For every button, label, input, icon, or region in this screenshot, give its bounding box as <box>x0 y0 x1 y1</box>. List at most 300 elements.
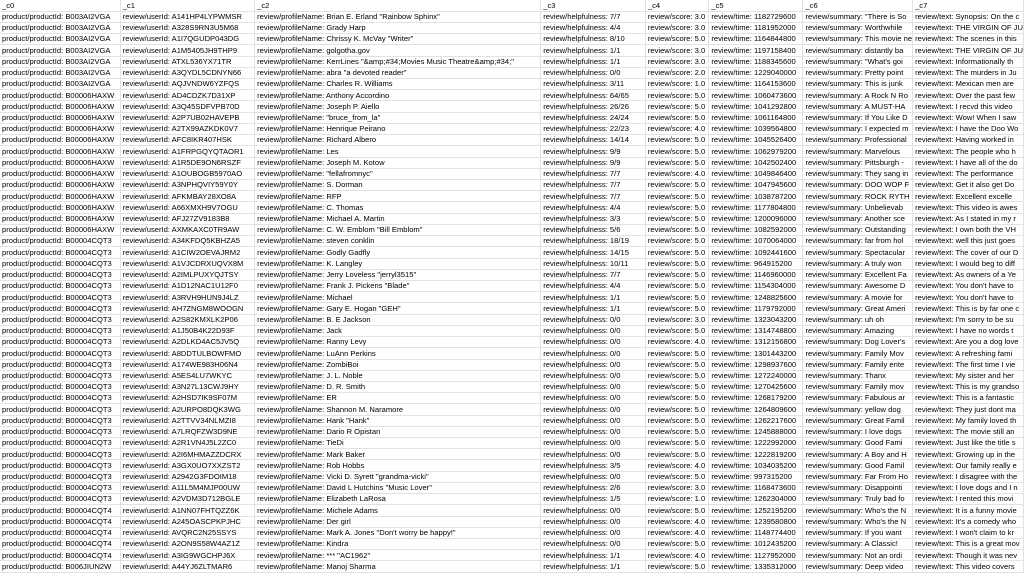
table-cell[interactable]: review/profileName: Anthony Accordino <box>255 90 541 101</box>
table-cell[interactable]: review/time: 1264809600 <box>709 404 803 415</box>
table-cell[interactable]: product/productId: B006JIUN2W <box>0 561 120 572</box>
table-cell[interactable]: review/helpfulness: 0/0 <box>541 404 646 415</box>
table-cell[interactable]: review/profileName: Mark Baker <box>255 449 541 460</box>
table-cell[interactable]: review/score: 5.0 <box>645 191 709 202</box>
table-cell[interactable]: review/profileName: Mark A. Jones "Don't worry be happy!" <box>255 527 541 538</box>
table-cell[interactable]: review/summary: Excellent Fa <box>803 269 913 280</box>
table-cell[interactable]: review/profileName: Joseph P. Aiello <box>255 101 541 112</box>
table-cell[interactable]: review/text: Over the past few <box>913 90 1024 101</box>
table-cell[interactable]: review/score: 4.0 <box>645 337 709 348</box>
table-cell[interactable]: review/userId: A2IMLPUXYQJTSY <box>120 269 254 280</box>
table-cell[interactable]: review/userId: A2URPO8DQK3WG <box>120 404 254 415</box>
table-cell[interactable]: review/helpfulness: 22/23 <box>541 123 646 134</box>
table-cell[interactable]: review/profileName: KerrLines "&amp;#34;Movies Music Theatre&amp;#34;" <box>255 56 541 67</box>
table-cell[interactable]: review/userId: AVQRC2N25SSYS <box>120 527 254 538</box>
table-cell[interactable]: product/productId: B003AI2VGA <box>0 79 120 90</box>
table-cell[interactable]: product/productId: B00004CQT3 <box>0 426 120 437</box>
table-cell[interactable]: review/time: 1148774400 <box>709 527 803 538</box>
table-cell[interactable]: review/userId: AXMKAXC0TR9AW <box>120 224 254 235</box>
table-cell[interactable]: review/profileName: Michele Adams <box>255 505 541 516</box>
table-cell[interactable]: review/summary: Not an ordi <box>803 550 913 561</box>
table-cell[interactable]: review/score: 5.0 <box>645 258 709 269</box>
table-cell[interactable]: review/score: 4.0 <box>645 123 709 134</box>
table-cell[interactable]: review/time: 1164844800 <box>709 34 803 45</box>
table-cell[interactable]: product/productId: B00006HAXW <box>0 123 120 134</box>
table-cell[interactable]: review/time: 1197158400 <box>709 45 803 56</box>
table-cell[interactable]: review/userId: A3RVH9HUN9J4LZ <box>120 292 254 303</box>
table-cell[interactable]: review/score: 4.0 <box>645 168 709 179</box>
table-cell[interactable]: review/score: 5.0 <box>645 224 709 235</box>
table-cell[interactable]: review/profileName: Der girl <box>255 516 541 527</box>
table-cell[interactable]: review/profileName: ER <box>255 393 541 404</box>
table-cell[interactable]: review/time: 1229040000 <box>709 67 803 78</box>
table-cell[interactable]: review/text: Mexican men are <box>913 79 1024 90</box>
table-cell[interactable]: review/helpfulness: 0/0 <box>541 325 646 336</box>
table-cell[interactable]: product/productId: B00006HAXW <box>0 180 120 191</box>
table-cell[interactable]: review/summary: Professional <box>803 135 913 146</box>
table-cell[interactable]: review/userId: AH7ZNGM8WOOGN <box>120 303 254 314</box>
table-cell[interactable]: review/score: 5.0 <box>645 370 709 381</box>
table-cell[interactable]: review/score: 5.0 <box>645 404 709 415</box>
table-cell[interactable]: review/profileName: ZombiBoi <box>255 359 541 370</box>
table-cell[interactable]: product/productId: B00006HAXW <box>0 157 120 168</box>
table-cell[interactable]: review/text: I recvd this video <box>913 101 1024 112</box>
table-cell[interactable]: review/profileName: Charles R. Williams <box>255 79 541 90</box>
table-cell[interactable]: review/text: I have the Doo Wo <box>913 123 1024 134</box>
table-cell[interactable]: product/productId: B00004CQT4 <box>0 539 120 550</box>
table-cell[interactable]: review/helpfulness: 0/0 <box>541 505 646 516</box>
table-cell[interactable]: review/summary: Disappointi <box>803 482 913 493</box>
table-cell[interactable]: review/userId: A2942G3FDOIM18 <box>120 471 254 482</box>
table-cell[interactable]: review/summary: I expected m <box>803 123 913 134</box>
table-cell[interactable]: review/text: This is a fantastic <box>913 393 1024 404</box>
table-cell[interactable]: review/profileName: C. W. Emblom "Bill Emblom" <box>255 224 541 235</box>
table-cell[interactable]: review/userId: AQJVNDW6YZFQS <box>120 79 254 90</box>
table-cell[interactable]: review/time: 1061164800 <box>709 112 803 123</box>
table-cell[interactable]: review/summary: Fabulous ar <box>803 393 913 404</box>
table-cell[interactable]: review/time: 1222819200 <box>709 449 803 460</box>
table-cell[interactable]: review/profileName: LuAnn Perkins <box>255 348 541 359</box>
table-cell[interactable]: review/time: 1164153600 <box>709 79 803 90</box>
table-cell[interactable]: review/score: 3.0 <box>645 56 709 67</box>
table-cell[interactable]: review/profileName: J. L. Noble <box>255 370 541 381</box>
table-cell[interactable]: review/userId: A141HP4LYPWMSR <box>120 11 254 22</box>
table-cell[interactable]: review/text: The movie still an <box>913 426 1024 437</box>
table-cell[interactable]: review/time: 1082592000 <box>709 224 803 235</box>
table-cell[interactable]: review/text: Growing up in the <box>913 449 1024 460</box>
table-cell[interactable]: review/time: 997315200 <box>709 471 803 482</box>
column-header[interactable]: _c2 <box>255 0 541 11</box>
table-cell[interactable]: review/text: This video is awes <box>913 202 1024 213</box>
table-cell[interactable]: review/helpfulness: 1/1 <box>541 56 646 67</box>
table-cell[interactable]: review/userId: A44YJ6ZLTMAR6 <box>120 561 254 572</box>
table-cell[interactable]: review/text: The scenes in this <box>913 34 1024 45</box>
table-cell[interactable]: review/text: Our family really e <box>913 460 1024 471</box>
table-cell[interactable]: review/userId: A3IG9WGCHPJ6X <box>120 550 254 561</box>
table-cell[interactable]: review/score: 5.0 <box>645 393 709 404</box>
table-cell[interactable]: review/helpfulness: 0/0 <box>541 539 646 550</box>
table-cell[interactable]: review/text: Though it was nev <box>913 550 1024 561</box>
table-cell[interactable]: review/profileName: Shannon M. Naramore <box>255 404 541 415</box>
table-cell[interactable]: review/summary: yellow dog <box>803 404 913 415</box>
table-cell[interactable]: review/userId: A2TX99AZKDK0V7 <box>120 123 254 134</box>
table-cell[interactable]: review/summary: "What's goi <box>803 56 913 67</box>
column-header[interactable]: _c4 <box>645 0 709 11</box>
table-cell[interactable]: review/time: 1262217600 <box>709 415 803 426</box>
table-cell[interactable]: review/helpfulness: 2/6 <box>541 482 646 493</box>
table-cell[interactable]: product/productId: B00004CQT3 <box>0 381 120 392</box>
table-cell[interactable]: review/profileName: Joseph M. Kotow <box>255 157 541 168</box>
table-cell[interactable]: review/profileName: K. Langley <box>255 258 541 269</box>
table-cell[interactable]: product/productId: B003AI2VGA <box>0 34 120 45</box>
table-cell[interactable]: product/productId: B00004CQT3 <box>0 303 120 314</box>
table-cell[interactable]: review/userId: A11L5M4MJP00UW <box>120 482 254 493</box>
table-cell[interactable]: review/helpfulness: 4/4 <box>541 22 646 33</box>
table-cell[interactable]: review/summary: Great Ameri <box>803 303 913 314</box>
column-header[interactable]: _c6 <box>803 0 913 11</box>
column-header[interactable]: _c0 <box>0 0 120 11</box>
table-cell[interactable]: product/productId: B00006HAXW <box>0 191 120 202</box>
table-cell[interactable]: review/userId: A2ON9S58W4AZ1Z <box>120 539 254 550</box>
table-cell[interactable]: review/score: 5.0 <box>645 415 709 426</box>
table-cell[interactable]: review/time: 1168473600 <box>709 482 803 493</box>
table-cell[interactable]: review/helpfulness: 18/19 <box>541 236 646 247</box>
column-header[interactable]: _c7 <box>913 0 1024 11</box>
table-cell[interactable]: review/profileName: "fellafromnyc" <box>255 168 541 179</box>
table-cell[interactable]: review/userId: A1VJCDRXUQVX8M <box>120 258 254 269</box>
table-cell[interactable]: review/helpfulness: 9/9 <box>541 157 646 168</box>
table-cell[interactable]: review/time: 1268179200 <box>709 393 803 404</box>
table-cell[interactable]: review/helpfulness: 5/6 <box>541 224 646 235</box>
table-cell[interactable]: review/score: 5.0 <box>645 438 709 449</box>
table-cell[interactable]: review/summary: A truly won <box>803 258 913 269</box>
table-cell[interactable]: review/helpfulness: 0/0 <box>541 415 646 426</box>
table-cell[interactable]: review/userId: A5ES4LU7WKYC <box>120 370 254 381</box>
table-cell[interactable]: review/time: 1034035200 <box>709 460 803 471</box>
table-cell[interactable]: review/text: Excellent excelle <box>913 191 1024 202</box>
table-cell[interactable]: review/score: 4.0 <box>645 550 709 561</box>
table-cell[interactable]: review/score: 5.0 <box>645 426 709 437</box>
table-cell[interactable]: review/summary: They sang in <box>803 168 913 179</box>
table-cell[interactable]: review/helpfulness: 10/11 <box>541 258 646 269</box>
table-cell[interactable]: review/helpfulness: 7/7 <box>541 180 646 191</box>
table-cell[interactable]: product/productId: B00004CQT3 <box>0 370 120 381</box>
table-cell[interactable]: product/productId: B00004CQT3 <box>0 393 120 404</box>
table-cell[interactable]: review/score: 5.0 <box>645 449 709 460</box>
table-cell[interactable]: review/score: 1.0 <box>645 79 709 90</box>
table-cell[interactable]: review/score: 3.0 <box>645 22 709 33</box>
table-cell[interactable]: review/score: 3.0 <box>645 11 709 22</box>
table-cell[interactable]: product/productId: B00004CQT3 <box>0 404 120 415</box>
table-cell[interactable]: review/helpfulness: 4/4 <box>541 280 646 291</box>
table-cell[interactable]: review/time: 1039564800 <box>709 123 803 134</box>
table-cell[interactable]: review/text: My family loved th <box>913 415 1024 426</box>
table-cell[interactable]: review/time: 1012435200 <box>709 539 803 550</box>
table-cell[interactable]: review/text: I own both the VH <box>913 224 1024 235</box>
table-cell[interactable]: review/time: 1323043200 <box>709 314 803 325</box>
table-cell[interactable]: review/userId: A1FRPGQYQTAOR1 <box>120 146 254 157</box>
table-cell[interactable]: review/summary: I love dogs <box>803 426 913 437</box>
table-cell[interactable]: review/text: You don't have to <box>913 280 1024 291</box>
table-cell[interactable]: review/userId: A1OUBOGB5970AO <box>120 168 254 179</box>
table-cell[interactable]: review/userId: A2I6MHMAZZDCRX <box>120 449 254 460</box>
table-cell[interactable]: review/score: 2.0 <box>645 67 709 78</box>
table-cell[interactable]: review/userId: A3N27L13CWJ9HY <box>120 381 254 392</box>
table-cell[interactable]: review/score: 1.0 <box>645 494 709 505</box>
table-cell[interactable]: review/profileName: Richard Albero <box>255 135 541 146</box>
table-cell[interactable]: review/profileName: steven conklin <box>255 236 541 247</box>
table-cell[interactable]: review/profileName: RFP <box>255 191 541 202</box>
table-cell[interactable]: review/summary: Pretty point <box>803 67 913 78</box>
table-cell[interactable]: product/productId: B00004CQT3 <box>0 247 120 258</box>
table-cell[interactable]: review/profileName: abra "a devoted reader" <box>255 67 541 78</box>
table-cell[interactable]: review/helpfulness: 0/0 <box>541 348 646 359</box>
table-cell[interactable]: review/profileName: Godly Gadfly <box>255 247 541 258</box>
table-cell[interactable]: review/profileName: Brian E. Erland "Rainbow Sphinx" <box>255 11 541 22</box>
table-cell[interactable]: review/summary: Good Fami <box>803 438 913 449</box>
table-cell[interactable]: review/score: 5.0 <box>645 359 709 370</box>
table-cell[interactable]: review/time: 1041292800 <box>709 101 803 112</box>
table-cell[interactable]: review/text: It's a comedy who <box>913 516 1024 527</box>
table-cell[interactable]: review/time: 1070064000 <box>709 236 803 247</box>
table-cell[interactable]: review/userId: ATXL536YX71TR <box>120 56 254 67</box>
table-cell[interactable]: review/helpfulness: 1/1 <box>541 303 646 314</box>
table-cell[interactable]: product/productId: B00004CQT3 <box>0 494 120 505</box>
table-cell[interactable]: review/helpfulness: 14/15 <box>541 247 646 258</box>
table-cell[interactable]: product/productId: B00006HAXW <box>0 168 120 179</box>
table-cell[interactable]: review/userId: A8DDTULBOWFMO <box>120 348 254 359</box>
table-cell[interactable]: review/summary: Another sce <box>803 213 913 224</box>
table-cell[interactable]: review/text: I disagree with the <box>913 471 1024 482</box>
table-cell[interactable]: review/userId: AFC8IKR407HSK <box>120 135 254 146</box>
table-cell[interactable]: review/userId: A1NN07FHTQZZ6K <box>120 505 254 516</box>
table-cell[interactable]: review/profileName: *** "AC1962" <box>255 550 541 561</box>
table-cell[interactable]: product/productId: B00004CQT3 <box>0 292 120 303</box>
table-cell[interactable]: review/score: 5.0 <box>645 348 709 359</box>
table-cell[interactable]: review/userId: A328S9RN3U5M68 <box>120 22 254 33</box>
table-cell[interactable]: review/text: I would beg to diff <box>913 258 1024 269</box>
table-cell[interactable]: review/time: 1200096000 <box>709 213 803 224</box>
table-cell[interactable]: review/score: 5.0 <box>645 561 709 572</box>
table-cell[interactable]: review/summary: A movie for <box>803 292 913 303</box>
table-cell[interactable]: review/text: You don't have to <box>913 292 1024 303</box>
table-cell[interactable]: review/text: As owners of a Ye <box>913 269 1024 280</box>
table-cell[interactable]: review/text: Informationally th <box>913 56 1024 67</box>
table-cell[interactable]: review/summary: Outstanding <box>803 224 913 235</box>
table-cell[interactable]: review/time: 1252195200 <box>709 505 803 516</box>
table-cell[interactable]: review/time: 1127952000 <box>709 550 803 561</box>
table-cell[interactable]: review/time: 964915200 <box>709 258 803 269</box>
table-cell[interactable]: review/userId: A34KFDQ5KBHZA5 <box>120 236 254 247</box>
table-cell[interactable]: review/helpfulness: 14/14 <box>541 135 646 146</box>
table-cell[interactable]: review/summary: Unbelievab <box>803 202 913 213</box>
table-cell[interactable]: review/score: 5.0 <box>645 135 709 146</box>
table-cell[interactable]: review/helpfulness: 0/0 <box>541 370 646 381</box>
table-cell[interactable]: review/summary: Far From Ho <box>803 471 913 482</box>
table-cell[interactable]: review/profileName: Hank "Hank" <box>255 415 541 426</box>
table-cell[interactable]: review/score: 5.0 <box>645 213 709 224</box>
table-cell[interactable]: review/summary: Spectacular <box>803 247 913 258</box>
table-cell[interactable]: review/helpfulness: 3/5 <box>541 460 646 471</box>
table-cell[interactable]: review/summary: Great Famil <box>803 415 913 426</box>
table-cell[interactable]: review/userId: A1I7QGUDP043DG <box>120 34 254 45</box>
table-cell[interactable]: review/text: The cover of our D <box>913 247 1024 258</box>
table-cell[interactable]: review/time: 1181952000 <box>709 22 803 33</box>
table-cell[interactable]: review/time: 1301443200 <box>709 348 803 359</box>
table-cell[interactable]: review/summary: far from hol <box>803 236 913 247</box>
table-cell[interactable]: review/time: 1047945600 <box>709 180 803 191</box>
table-cell[interactable]: review/text: I rented this movi <box>913 494 1024 505</box>
table-cell[interactable]: review/time: 1092441600 <box>709 247 803 258</box>
table-cell[interactable]: review/profileName: Grady Harp <box>255 22 541 33</box>
table-cell[interactable]: review/profileName: golgotha.gov <box>255 45 541 56</box>
table-cell[interactable]: product/productId: B00004CQT3 <box>0 280 120 291</box>
table-cell[interactable]: review/time: 1042502400 <box>709 157 803 168</box>
table-cell[interactable]: review/text: It is a funny movie <box>913 505 1024 516</box>
table-cell[interactable]: review/userId: A2DLKD4AC5JV5Q <box>120 337 254 348</box>
table-cell[interactable]: product/productId: B00004CQT3 <box>0 269 120 280</box>
table-cell[interactable]: product/productId: B00006HAXW <box>0 90 120 101</box>
table-cell[interactable]: product/productId: B00004CQT3 <box>0 438 120 449</box>
table-cell[interactable]: review/helpfulness: 0/0 <box>541 67 646 78</box>
table-cell[interactable]: review/score: 5.0 <box>645 505 709 516</box>
table-cell[interactable]: review/summary: A Classic! <box>803 539 913 550</box>
table-cell[interactable]: review/text: This video covers <box>913 561 1024 572</box>
table-cell[interactable]: review/score: 3.0 <box>645 314 709 325</box>
table-cell[interactable]: review/profileName: Jack <box>255 325 541 336</box>
table-cell[interactable]: review/text: I won't claim to kr <box>913 527 1024 538</box>
table-cell[interactable]: review/text: THE VIRGIN OF JU <box>913 22 1024 33</box>
table-cell[interactable]: review/time: 1272240000 <box>709 370 803 381</box>
table-cell[interactable]: review/userId: A1CIW2OEVAJRM2 <box>120 247 254 258</box>
table-cell[interactable]: review/helpfulness: 0/0 <box>541 438 646 449</box>
table-cell[interactable]: review/profileName: Manoj Sharma <box>255 561 541 572</box>
table-cell[interactable]: review/time: 1222992000 <box>709 438 803 449</box>
table-cell[interactable]: review/time: 1038787200 <box>709 191 803 202</box>
table-cell[interactable]: review/userId: A2R1VN4J5L2ZC0 <box>120 438 254 449</box>
table-cell[interactable]: review/helpfulness: 8/10 <box>541 34 646 45</box>
table-cell[interactable]: review/userId: A3QYDL5CDNYN66 <box>120 67 254 78</box>
table-cell[interactable]: review/helpfulness: 0/0 <box>541 393 646 404</box>
table-cell[interactable]: review/text: This is by far one c <box>913 303 1024 314</box>
column-header[interactable]: _c5 <box>709 0 803 11</box>
table-cell[interactable]: review/helpfulness: 0/0 <box>541 471 646 482</box>
table-cell[interactable]: review/summary: Amazing <box>803 325 913 336</box>
table-cell[interactable]: review/summary: This movie ne <box>803 34 913 45</box>
table-cell[interactable]: review/time: 1146960000 <box>709 269 803 280</box>
table-cell[interactable]: product/productId: B00006HAXW <box>0 213 120 224</box>
table-cell[interactable]: review/profileName: Frank J. Pickens "Blade" <box>255 280 541 291</box>
table-cell[interactable]: review/time: 1049846400 <box>709 168 803 179</box>
table-cell[interactable]: review/score: 5.0 <box>645 101 709 112</box>
table-cell[interactable]: review/userId: A2S82KMXLK2P06 <box>120 314 254 325</box>
table-cell[interactable]: review/score: 4.0 <box>645 516 709 527</box>
table-cell[interactable]: review/score: 5.0 <box>645 202 709 213</box>
table-cell[interactable]: review/summary: Worthwhile <box>803 22 913 33</box>
table-cell[interactable]: review/helpfulness: 0/0 <box>541 381 646 392</box>
table-cell[interactable]: review/text: This is my grandso <box>913 381 1024 392</box>
table-cell[interactable]: product/productId: B003AI2VGA <box>0 56 120 67</box>
table-cell[interactable]: review/userId: A174WE983H06N4 <box>120 359 254 370</box>
table-cell[interactable]: review/score: 4.0 <box>645 460 709 471</box>
table-cell[interactable]: review/time: 1248825600 <box>709 292 803 303</box>
table-cell[interactable]: review/score: 5.0 <box>645 292 709 303</box>
table-cell[interactable]: review/helpfulness: 1/1 <box>541 561 646 572</box>
table-cell[interactable]: review/score: 5.0 <box>645 325 709 336</box>
table-cell[interactable]: product/productId: B00004CQT3 <box>0 348 120 359</box>
table-cell[interactable]: review/summary: A Boy and H <box>803 449 913 460</box>
table-cell[interactable]: review/profileName: Michael <box>255 292 541 303</box>
table-cell[interactable]: review/profileName: Vicki D. Syrett "grandma-vicki" <box>255 471 541 482</box>
table-cell[interactable]: review/text: I have no words t <box>913 325 1024 336</box>
table-cell[interactable]: product/productId: B00004CQT3 <box>0 471 120 482</box>
table-cell[interactable]: review/helpfulness: 1/1 <box>541 550 646 561</box>
table-cell[interactable]: review/text: As I stated in my r <box>913 213 1024 224</box>
table-cell[interactable]: review/userId: A2P7UB02HAVEPB <box>120 112 254 123</box>
table-cell[interactable]: review/helpfulness: 7/7 <box>541 191 646 202</box>
table-cell[interactable]: review/profileName: C. Thomas <box>255 202 541 213</box>
table-cell[interactable]: review/summary: Who's the N <box>803 505 913 516</box>
table-cell[interactable]: review/score: 5.0 <box>645 471 709 482</box>
table-cell[interactable]: review/score: 3.0 <box>645 45 709 56</box>
table-cell[interactable]: review/score: 5.0 <box>645 539 709 550</box>
table-cell[interactable]: review/score: 5.0 <box>645 303 709 314</box>
table-cell[interactable]: review/summary: Family ente <box>803 359 913 370</box>
table-cell[interactable]: review/score: 5.0 <box>645 236 709 247</box>
table-cell[interactable]: review/profileName: Dario R Opistan <box>255 426 541 437</box>
table-cell[interactable]: product/productId: B003AI2VGA <box>0 11 120 22</box>
table-cell[interactable]: review/helpfulness: 0/0 <box>541 449 646 460</box>
table-cell[interactable]: review/profileName: Jerry Loveless "jerryl3515" <box>255 269 541 280</box>
table-cell[interactable]: review/text: My sister and her <box>913 370 1024 381</box>
table-cell[interactable]: review/userId: A3GX0UO7XXZST2 <box>120 460 254 471</box>
table-cell[interactable]: review/helpfulness: 0/0 <box>541 337 646 348</box>
table-cell[interactable]: review/score: 5.0 <box>645 269 709 280</box>
table-cell[interactable]: product/productId: B003AI2VGA <box>0 67 120 78</box>
table-cell[interactable]: product/productId: B00004CQT3 <box>0 258 120 269</box>
table-cell[interactable]: review/helpfulness: 3/11 <box>541 79 646 90</box>
table-cell[interactable]: review/time: 1335312000 <box>709 561 803 572</box>
table-cell[interactable]: review/time: 1179792000 <box>709 303 803 314</box>
table-cell[interactable]: review/helpfulness: 7/7 <box>541 269 646 280</box>
table-cell[interactable]: review/helpfulness: 0/0 <box>541 426 646 437</box>
table-cell[interactable]: review/text: Wow! When I saw <box>913 112 1024 123</box>
table-cell[interactable]: review/helpfulness: 1/1 <box>541 45 646 56</box>
table-cell[interactable]: review/profileName: David L Hutchins "Music Lover" <box>255 482 541 493</box>
table-cell[interactable]: review/time: 1298937600 <box>709 359 803 370</box>
table-cell[interactable]: review/time: 1314748800 <box>709 325 803 336</box>
table-cell[interactable]: product/productId: B00004CQT3 <box>0 337 120 348</box>
table-cell[interactable]: review/profileName: TieDi <box>255 438 541 449</box>
table-cell[interactable]: review/text: I have all of the do <box>913 157 1024 168</box>
table-cell[interactable]: review/time: 1062979200 <box>709 146 803 157</box>
table-cell[interactable]: review/time: 1270425600 <box>709 381 803 392</box>
table-cell[interactable]: review/summary: Good Famil <box>803 460 913 471</box>
table-cell[interactable]: review/time: 1245888000 <box>709 426 803 437</box>
table-cell[interactable]: review/time: 1239580800 <box>709 516 803 527</box>
table-cell[interactable]: review/score: 5.0 <box>645 280 709 291</box>
table-cell[interactable]: review/text: The first time I vie <box>913 359 1024 370</box>
table-cell[interactable]: review/profileName: Rob Hobbs <box>255 460 541 471</box>
table-cell[interactable]: product/productId: B003AI2VGA <box>0 22 120 33</box>
table-cell[interactable]: review/text: I love dogs and I n <box>913 482 1024 493</box>
table-cell[interactable]: product/productId: B00006HAXW <box>0 112 120 123</box>
table-cell[interactable]: review/summary: "There is So <box>803 11 913 22</box>
table-cell[interactable]: review/profileName: B. E Jackson <box>255 314 541 325</box>
table-cell[interactable]: review/time: 1262304000 <box>709 494 803 505</box>
table-cell[interactable]: review/text: A refreshing fami <box>913 348 1024 359</box>
table-cell[interactable]: review/summary: Marvelous <box>803 146 913 157</box>
